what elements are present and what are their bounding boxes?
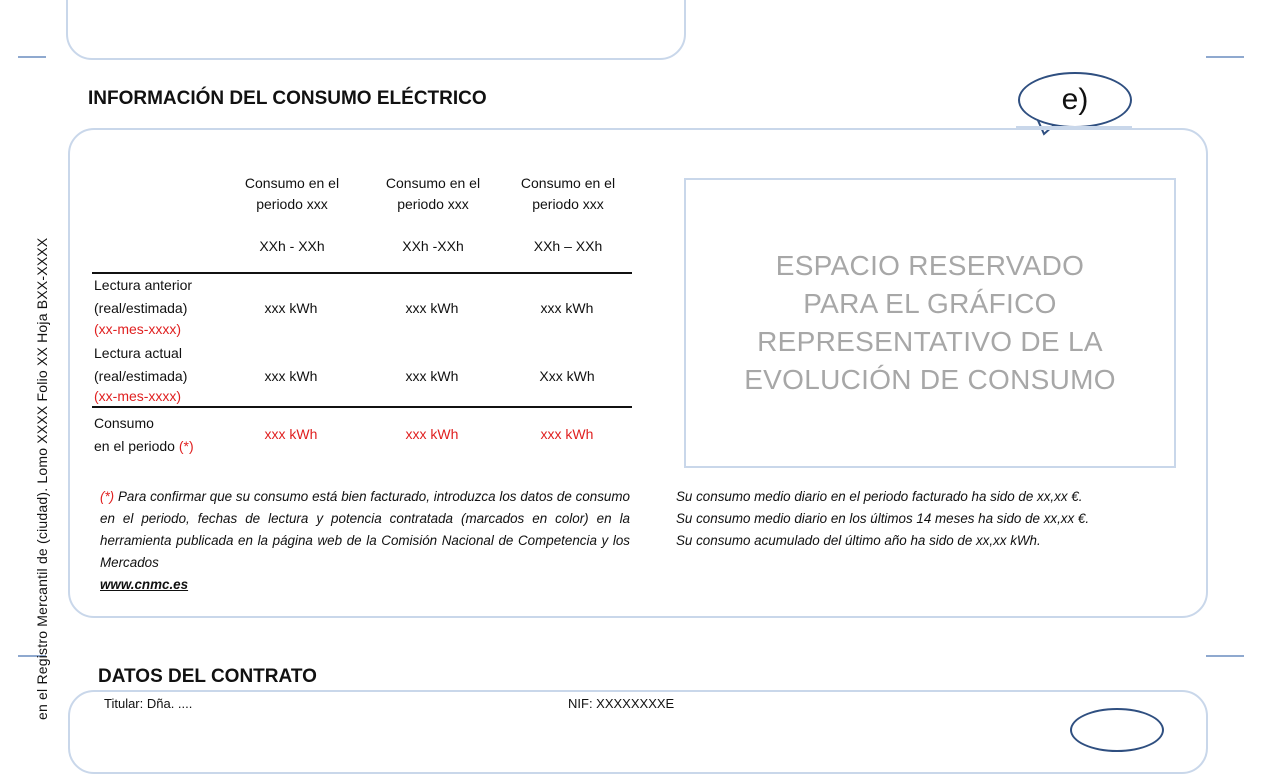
consumption-section-title: INFORMACIÓN DEL CONSUMO ELÉCTRICO <box>88 88 487 109</box>
section-marker-bubble <box>1018 72 1132 128</box>
margin-tick-top-right <box>1206 56 1244 58</box>
table-cell: xxx kWh <box>264 426 318 442</box>
registry-side-text: en el Registro Mercantil de (ciudad). Lomo XXXX Folio XX Hoja BXX-XXXX <box>34 237 50 720</box>
table-cell: xxx kWh <box>264 368 318 384</box>
reserved-chart-area: ESPACIO RESERVADO PARA EL GRÁFICO REPRESENTATIVO DE LA EVOLUCIÓN DE CONSUMO <box>684 178 1176 468</box>
bubble-underline <box>1016 126 1132 130</box>
table-rule-bottom <box>92 406 632 408</box>
contract-nif: NIF: XXXXXXXXE <box>568 696 675 711</box>
table-cell: xxx kWh <box>405 368 459 384</box>
table-cell: xxx kWh <box>405 300 459 316</box>
previous-section-box <box>66 0 686 60</box>
cnmc-link[interactable]: www.cnmc.es <box>100 577 189 592</box>
table-cell: Xxx kWh <box>539 368 595 384</box>
table-cell: xxx kWh <box>540 300 594 316</box>
summary-line: Su consumo medio diario en el periodo facturado ha sido de xx,xx €. <box>676 489 1083 504</box>
next-section-bubble <box>1070 708 1164 752</box>
column-header-2: Consumo en el periodo xxx XXh -XXh <box>385 175 481 254</box>
margin-tick-top-left <box>18 56 46 58</box>
section-marker-label: e) <box>1061 83 1089 116</box>
table-cell: xxx kWh <box>264 300 318 316</box>
row-label-previous-reading: Lectura anterior (real/estimada) (xx-mes-xxxx) <box>94 277 193 337</box>
margin-tick-bottom-right <box>1206 655 1244 657</box>
footnote-mark: (*) <box>100 489 115 504</box>
summary-line: Su consumo acumulado del último año ha sido de xx,xx kWh. <box>676 533 1041 548</box>
summary-line: Su consumo medio diario en los últimos 14 meses ha sido de xx,xx €. <box>676 511 1090 526</box>
row-label-period-consumption: Consumo en el periodo (*) <box>94 415 194 454</box>
column-header-1: Consumo en el periodo xxx XXh - XXh <box>244 175 340 254</box>
contract-holder: Titular: Dña. .... <box>104 696 193 711</box>
contract-section-title: DATOS DEL CONTRATO <box>98 666 317 687</box>
table-cell: xxx kWh <box>405 426 459 442</box>
row-label-current-reading: Lectura actual (real/estimada) (xx-mes-xxxx) <box>94 345 188 404</box>
footnote-mark: (*) <box>178 438 194 454</box>
consumption-summary <box>676 486 1196 552</box>
table-cell: xxx kWh <box>540 426 594 442</box>
column-header-3: Consumo en el periodo xxx XXh – XXh <box>520 175 616 254</box>
footnote-text: (*) Para confirmar que su consumo está bien facturado, introduzca los datos de consumo en el periodo, fechas de lectura y potencia contratada (marcados en color) en la herramienta publicada en la página web de la Comisión Nacional de Competencia y los Mercados www.cnmc.es <box>100 486 630 596</box>
